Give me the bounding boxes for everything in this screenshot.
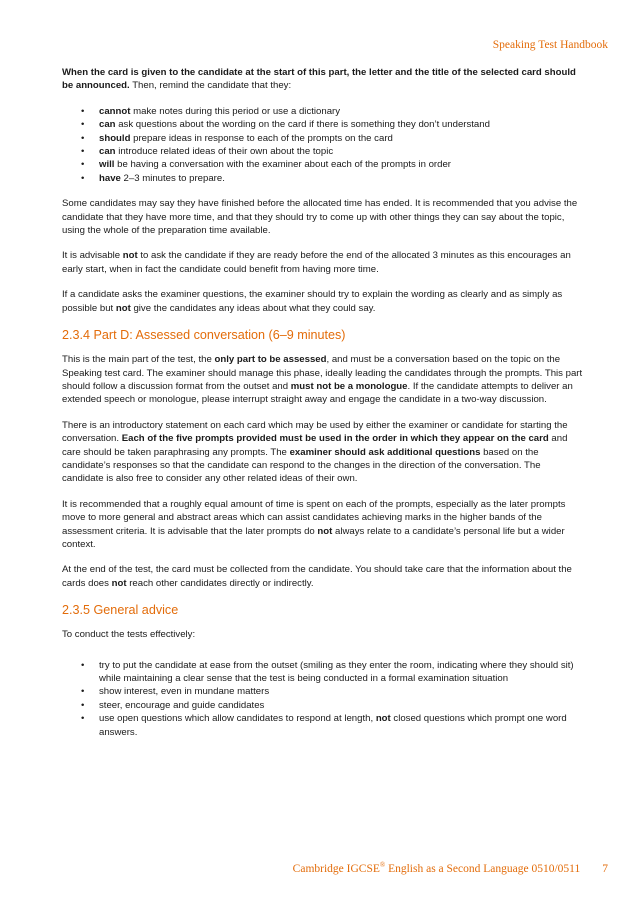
list-item: • can introduce related ideas of their own about the topic <box>99 145 584 158</box>
list-item: • should prepare ideas in response to each of the prompts on the card <box>99 132 584 145</box>
section-heading-part-d: 2.3.4 Part D: Assessed conversation (6–9 minutes) <box>62 328 346 343</box>
finished-paragraph: Some candidates may say they have finished before the allocated time has ended. It is recommended that you advise the candidate that they have more time, and that they should try to come up with other things they can say about the topic, using the whole of the preparation time available. <box>62 198 578 237</box>
advisable-paragraph: It is advisable not to ask the candidate if they are ready before the end of the allocated 3 minutes as this encourages an early start, when in fact the candidate could benefit from having more time. <box>62 250 571 275</box>
running-header: Speaking Test Handbook <box>492 39 608 51</box>
section-heading-general-advice: 2.3.5 General advice <box>62 603 179 618</box>
part-d-paragraph-4: At the end of the test, the card must be collected from the candidate. You should take care that the information about the cards does not reach other candidates directly or indirectly. <box>62 564 572 589</box>
part-d-paragraph-1: This is the main part of the test, the only part to be assessed, and must be a conversation based on the topic on the Speaking test card. The examiner should manage this phase, ideally leading the candidates through the prompts. This part should follow a discussion format from the outset and must not be a monologue. If the candidate attempts to deliver an extended speech or monologue, please interrupt straight away and engage the candidate in a two-way discussion. <box>62 354 583 406</box>
part-d-paragraph-3: It is recommended that a roughly equal amount of time is spent on each of the prompts, especially as the later prompts move to more general and abstract areas which can assist candidates achieving marks in the higher bands of the assessment criteria. It is advisable that the later prompts do not always relate to a candidate’s personal life but a wider context. <box>62 498 566 550</box>
list-item: • use open questions which allow candidates to respond at length, not closed questions which prompt one word answers. <box>99 712 584 739</box>
intro-paragraph: When the card is given to the candidate at the start of this part, the letter and the title of the selected card should be announced. Then, remind the candidate that they: <box>62 67 576 92</box>
list-item: • have 2–3 minutes to prepare. <box>99 172 584 185</box>
remind-list <box>62 105 584 185</box>
running-footer: Cambridge IGCSE® English as a Second Language 0510/0511 7 <box>292 861 608 875</box>
list-item: • try to put the candidate at ease from the outset (smiling as they enter the room, indicating where they should sit) while maintaining a clear sense that the test is being conducted in a formal examination situation <box>99 659 584 686</box>
part-d-paragraph-2: There is an introductory statement on each card which may be used by either the examiner or candidate for starting the conversation. Each of the five prompts provided must be used in the order in which they appear on the card and care should be taken paraphrasing any prompts. The examiner should ask additional questions based on the candidate’s responses so that the candidate can respond to the changes in the direction of the conversation. The candidate is also free to consider any other related ideas of their own. <box>62 419 568 485</box>
list-item: • will be having a conversation with the examiner about each of the prompts in order <box>99 158 584 171</box>
list-item: • show interest, even in mundane matters <box>99 685 584 698</box>
advice-list <box>62 659 584 739</box>
page-content <box>62 66 584 751</box>
list-item: • steer, encourage and guide candidates <box>99 699 584 712</box>
advice-intro: To conduct the tests effectively: <box>62 629 196 641</box>
page-number: 7 <box>602 862 608 875</box>
list-item: • can ask questions about the wording on the card if there is something they don’t understand <box>99 118 584 131</box>
list-item: • cannot make notes during this period or use a dictionary <box>99 105 584 118</box>
questions-paragraph: If a candidate asks the examiner questions, the examiner should try to explain the wording as clearly and as simply as possible but not give the candidates any ideas about what they could say. <box>62 289 563 314</box>
